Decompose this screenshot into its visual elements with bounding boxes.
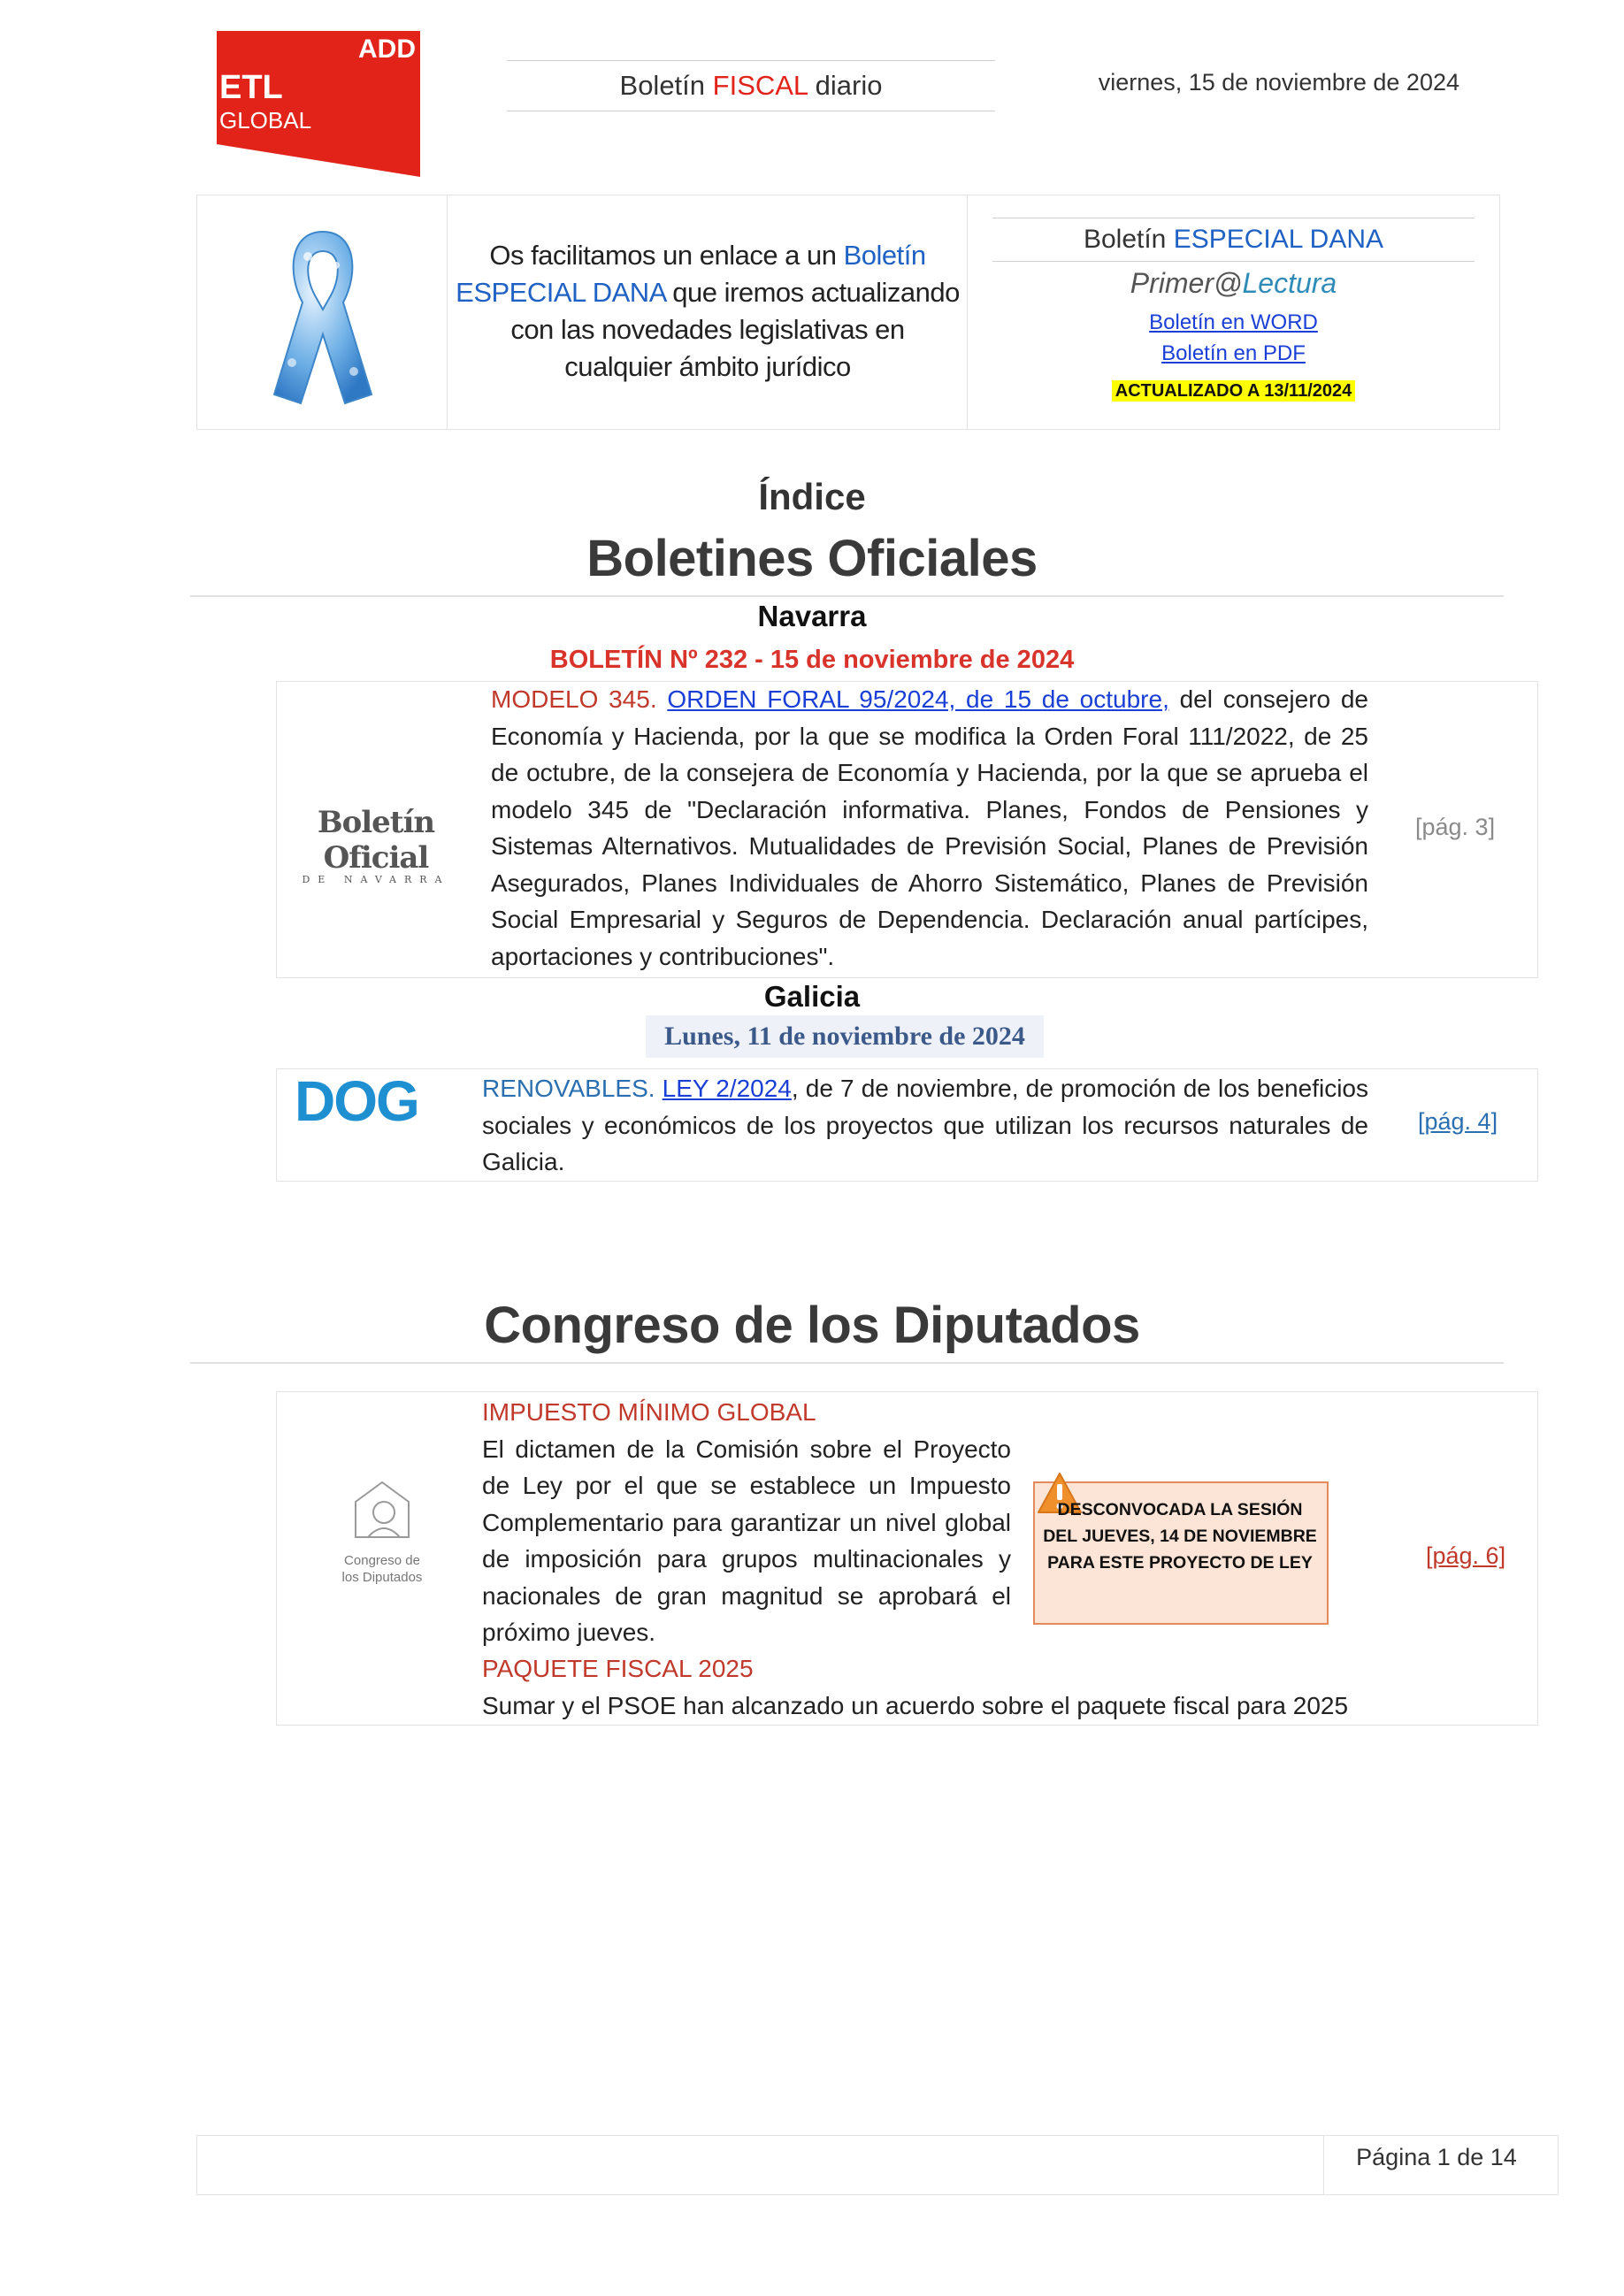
congreso-item2: [482, 1650, 1367, 1724]
impuesto-minimo-text: El dictamen de la Comisión sobre el Proyecto de Ley por el que se establece un Impuesto Complementario para garantizar un nivel global de imposición para grupos multinacionales y nacionales de gran magnitud se aprobará el próximo jueves.: [482, 1435, 1011, 1646]
bulletin-title: Boletín FISCAL diario: [507, 60, 995, 111]
galicia-date-banner: Lunes, 11 de noviembre de 2024: [646, 1015, 1044, 1058]
bulletin-date: viernes, 15 de noviembre de 2024: [1098, 69, 1459, 96]
index-title: Índice: [758, 476, 866, 517]
logo-global-text: GLOBAL: [219, 107, 312, 134]
galicia-entry-text: RENOVABLES. LEY 2/2024, de 7 de noviembre, de promoción de los beneficios sociales y económicos de los proyectos que utilizan los recursos naturales de Galicia.: [482, 1075, 1368, 1175]
section-boletines-oficiales: Boletines Oficiales: [586, 530, 1038, 587]
primera-lectura-label: Primer@Lectura: [1130, 267, 1337, 299]
congreso-item1: [482, 1394, 1011, 1651]
blue-ribbon-icon: [265, 221, 380, 407]
updated-badge: ACTUALIZADO A 13/11/2024: [1112, 380, 1356, 402]
impuesto-minimo-title: IMPUESTO MÍNIMO GLOBAL: [482, 1398, 816, 1426]
logo-add-text: ADD: [358, 34, 416, 64]
region-galicia: Galicia: [763, 980, 861, 1013]
page-number: Página 1 de 14: [1356, 2144, 1517, 2170]
boletin-pdf-link[interactable]: Boletín en PDF: [1161, 341, 1306, 365]
dana-description: Os facilitamos un enlace a un Boletín ESPECIAL DANA que iremos actualizando con las novedades legislativas en cualquier ámbito jurídico: [456, 240, 960, 382]
navarra-boletin-number: BOLETÍN Nº 232 - 15 de noviembre de 2024: [549, 646, 1075, 674]
ley-2-2024-link[interactable]: LEY 2/2024: [662, 1075, 792, 1102]
section-congreso: Congreso de los Diputados: [484, 1297, 1140, 1354]
navarra-entry-text: MODELO 345. ORDEN FORAL 95/2024, de 15 de octubre, del consejero de Economía y Hacienda, por la que se modifica la Orden Foral 111/2022, de 25 de octubre, de la consejera de Economía y Hacienda, por la que se aprueba el modelo 345 de "Declaración informativa. Planes, Fondos de Pensiones y Sistemas Alternativos. Mutualidades de Previsión Social, Planes de Previsión Asegurados, Planes Individuales de Ahorro Sistemático, Planes de Previsión Social Empresarial y Seguros de Dependencia. Declaración anual partícipes, aportaciones y contribuciones".: [491, 685, 1368, 970]
galicia-page-ref[interactable]: [pág. 4]: [1418, 1108, 1498, 1135]
paquete-fiscal-text: Sumar y el PSOE han alcanzado un acuerdo sobre el paquete fiscal para 2025: [482, 1691, 1349, 1719]
paquete-fiscal-title: PAQUETE FISCAL 2025: [482, 1655, 754, 1682]
dana-links-panel: [992, 218, 1475, 402]
congreso-emblem-icon: [329, 1475, 435, 1546]
dog-logo: DOG: [295, 1069, 418, 1133]
navarra-page-ref[interactable]: [pág. 3]: [1415, 814, 1496, 840]
congreso-diputados-logo: Congreso de los Diputados: [329, 1475, 435, 1586]
congreso-page-ref[interactable]: [pág. 6]: [1426, 1542, 1506, 1569]
orden-foral-link[interactable]: ORDEN FORAL 95/2024, de 15 de octubre,: [667, 685, 1169, 713]
region-navarra: Navarra: [757, 600, 867, 632]
boletin-oficial-navarra-logo: Boletín Oficial DE NAVARRA: [302, 805, 450, 885]
boletin-word-link[interactable]: Boletín en WORD: [1149, 310, 1318, 334]
warning-text: DESCONVOCADA LA SESIÓN DEL JUEVES, 14 DE NOVIEMBRE PARA ESTE PROYECTO DE LEY: [1043, 1500, 1317, 1573]
etl-global-logo: [217, 31, 420, 177]
logo-etl-text: ETL: [219, 69, 283, 106]
dana-panel-title: Boletín ESPECIAL DANA: [992, 218, 1475, 262]
